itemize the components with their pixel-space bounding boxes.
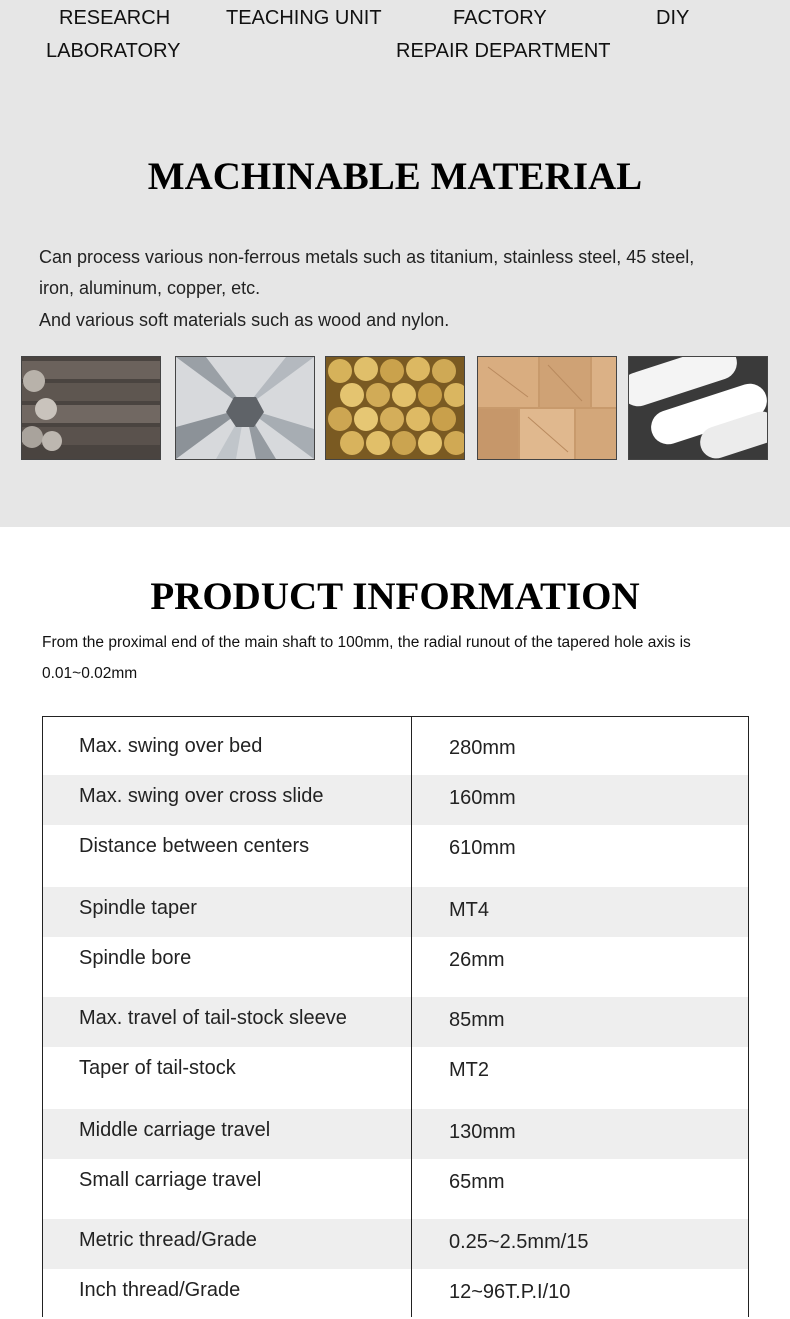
spec-label: Taper of tail-stock	[79, 1057, 236, 1079]
spec-label: Max. travel of tail-stock sleeve	[79, 1007, 347, 1029]
spec-value: 160mm	[449, 787, 516, 809]
spec-value: MT4	[449, 899, 489, 921]
spec-value: 12~96T.P.I/10	[449, 1281, 571, 1303]
spec-label: Inch thread/Grade	[79, 1279, 241, 1301]
nav-factory: FACTORY	[453, 7, 547, 29]
spec-value: 130mm	[449, 1121, 516, 1143]
spec-label: Metric thread/Grade	[79, 1229, 257, 1251]
table-row	[43, 1047, 748, 1097]
wood-blocks-image	[477, 356, 617, 460]
materials-line-3: And various soft materials such as wood and nylon.	[39, 310, 450, 330]
nav-diy: DIY	[656, 7, 690, 29]
spec-label: Spindle bore	[79, 947, 192, 969]
product-intro-line-2: 0.01~0.02mm	[42, 665, 138, 682]
nylon-rods-image	[628, 356, 768, 460]
product-intro-line-1: From the proximal end of the main shaft to 100mm, the radial runout of the tapered hole axis is	[42, 634, 691, 651]
table-row	[43, 937, 748, 987]
spec-label: Small carriage travel	[79, 1169, 262, 1191]
spec-value: 0.25~2.5mm/15	[449, 1231, 589, 1253]
brass-rods-image	[325, 356, 465, 460]
materials-section	[0, 0, 790, 527]
table-row	[43, 825, 748, 875]
nav-laboratory: LABORATORY	[46, 40, 181, 62]
table-row	[43, 997, 748, 1047]
product-intro	[42, 627, 762, 689]
spec-label: Spindle taper	[79, 897, 197, 919]
spec-table	[42, 716, 749, 1317]
materials-line-1: Can process various non-ferrous metals such as titanium, stainless steel, 45 steel,	[39, 247, 695, 267]
spec-label: Max. swing over bed	[79, 735, 263, 757]
table-row	[43, 887, 748, 937]
spec-value: 26mm	[449, 949, 505, 971]
table-row	[43, 1159, 748, 1209]
table-row	[43, 1219, 748, 1269]
machinable-material-title: MACHINABLE MATERIAL	[147, 155, 643, 198]
spec-value: 610mm	[449, 837, 516, 859]
nav-repair-department: REPAIR DEPARTMENT	[396, 40, 611, 62]
nav-research: RESEARCH	[59, 7, 171, 29]
nav-teaching-unit: TEACHING UNIT	[226, 7, 382, 29]
stainless-profiles-image	[175, 356, 315, 460]
table-row	[43, 725, 748, 775]
spec-label: Middle carriage travel	[79, 1119, 271, 1141]
table-row	[43, 775, 748, 825]
spec-table-divider	[411, 717, 412, 1317]
table-row	[43, 1109, 748, 1159]
table-row	[43, 1269, 748, 1319]
spec-value: 85mm	[449, 1009, 505, 1031]
spec-value: 65mm	[449, 1171, 505, 1193]
spec-value: 280mm	[449, 737, 516, 759]
spec-label: Max. swing over cross slide	[79, 785, 324, 807]
product-information-title: PRODUCT INFORMATION	[150, 575, 640, 618]
materials-line-2: iron, aluminum, copper, etc.	[39, 278, 261, 298]
spec-value: MT2	[449, 1059, 489, 1081]
steel-bars-image	[21, 356, 161, 460]
spec-label: Distance between centers	[79, 835, 310, 857]
